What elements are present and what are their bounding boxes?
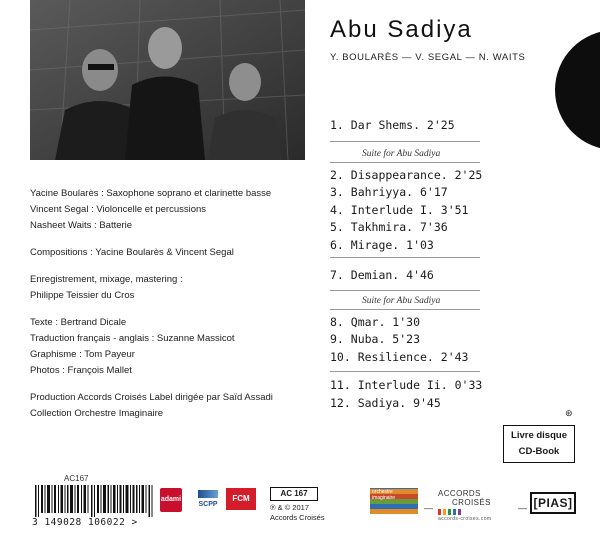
tracklist [330, 117, 483, 412]
barcode-number [32, 517, 138, 528]
accords-url: accords-croises.com [438, 516, 492, 522]
credit-musician-2: Vincent Segal : Violoncelle et percussions [30, 204, 207, 215]
accords-croises-logo [438, 489, 491, 524]
pias-logo: [PIAS] [530, 492, 576, 514]
album-artists: Y. BOULARÈS — V. SEGAL — N. WAITS [330, 52, 526, 63]
track-divider [330, 309, 480, 310]
legal-notice [270, 503, 325, 523]
track-divider [330, 162, 480, 163]
track-divider [330, 290, 480, 291]
credit-compositions: Compositions : Yacine Boularès & Vincent Segal [30, 247, 234, 258]
track-divider [330, 141, 480, 142]
band-photo [30, 0, 305, 160]
suite-label-2: Suite for Abu Sadiya [362, 295, 441, 306]
adami-logo: adami [160, 488, 182, 512]
credit-collection: Collection Orchestre Imaginaire [30, 408, 164, 419]
credit-production: Production Accords Croisés Label dirigée par Saïd Assadi [30, 392, 273, 403]
credit-recording-name: Philippe Teissier du Cros [30, 290, 135, 301]
track-5: 5. Takhmira. 7'36 [330, 220, 448, 234]
logo-separator: — [518, 503, 527, 513]
copyright-seal-icon: ⊛ [565, 408, 573, 418]
credit-text: Texte : Bertrand Dicale [30, 317, 127, 328]
credit-translation: Traduction français - anglais : Suzanne Massicot [30, 333, 235, 344]
credit-photos: Photos : François Mallet [30, 365, 132, 376]
album-title: Abu Sadiya [330, 16, 473, 43]
fcm-logo: FCM [226, 488, 256, 510]
suite-label-1: Suite for Abu Sadiya [362, 148, 441, 159]
track-6: 6. Mirage. 1'03 [330, 237, 434, 252]
track-8: 8. Qmar. 1'30 [330, 314, 421, 329]
credit-graphics: Graphisme : Tom Payeur [30, 349, 135, 360]
track-11: 11. Interlude Ii. 0'33 [330, 378, 483, 392]
barcode-arrow: > [131, 517, 138, 528]
track-2: 2. Disappearance. 2'25 [330, 167, 483, 182]
catalog-number: AC167 [64, 474, 89, 483]
format-badge-line1: Livre disque [511, 430, 567, 441]
barcode-digits: 3 149028 106022 [32, 517, 126, 528]
track-10: 10. Resilience. 2'43 [330, 349, 469, 364]
track-1: 1. Dar Shems. 2'25 [330, 118, 455, 132]
track-3: 3. Bahriyya. 6'17 [330, 185, 448, 199]
cd-disc-graphic [555, 30, 600, 150]
track-9: 9. Nuba. 5'23 [330, 332, 421, 346]
track-divider [330, 257, 480, 258]
legal-line-1: ℗ & © 2017 [270, 503, 309, 512]
credit-musician-3: Nasheet Waits : Batterie [30, 220, 133, 231]
credit-musician-1: Yacine Boularès : Saxophone soprano et clarinette basse [30, 188, 272, 199]
catalog-box: AC 167 [270, 487, 318, 501]
format-badge-line2: CD-Book [518, 446, 560, 457]
format-badge [503, 425, 575, 463]
legal-line-2: Accords Croisés [270, 513, 325, 522]
track-divider [330, 371, 480, 372]
credits-block [30, 186, 310, 422]
accords-name-2: CROISÉS [452, 498, 491, 507]
scpp-logo: SCPP [195, 490, 221, 514]
track-4: 4. Interlude I. 3'51 [330, 202, 469, 217]
logo-separator: — [424, 503, 433, 513]
barcode-icon [35, 485, 153, 517]
accords-name: ACCORDS [438, 489, 481, 498]
track-12: 12. Sadiya. 9'45 [330, 395, 441, 410]
credit-recording-label: Enregistrement, mixage, mastering : [30, 274, 183, 285]
orchestre-imaginaire-logo: orchestre imaginaire [370, 488, 418, 514]
track-7: 7. Demian. 4'46 [330, 268, 434, 282]
